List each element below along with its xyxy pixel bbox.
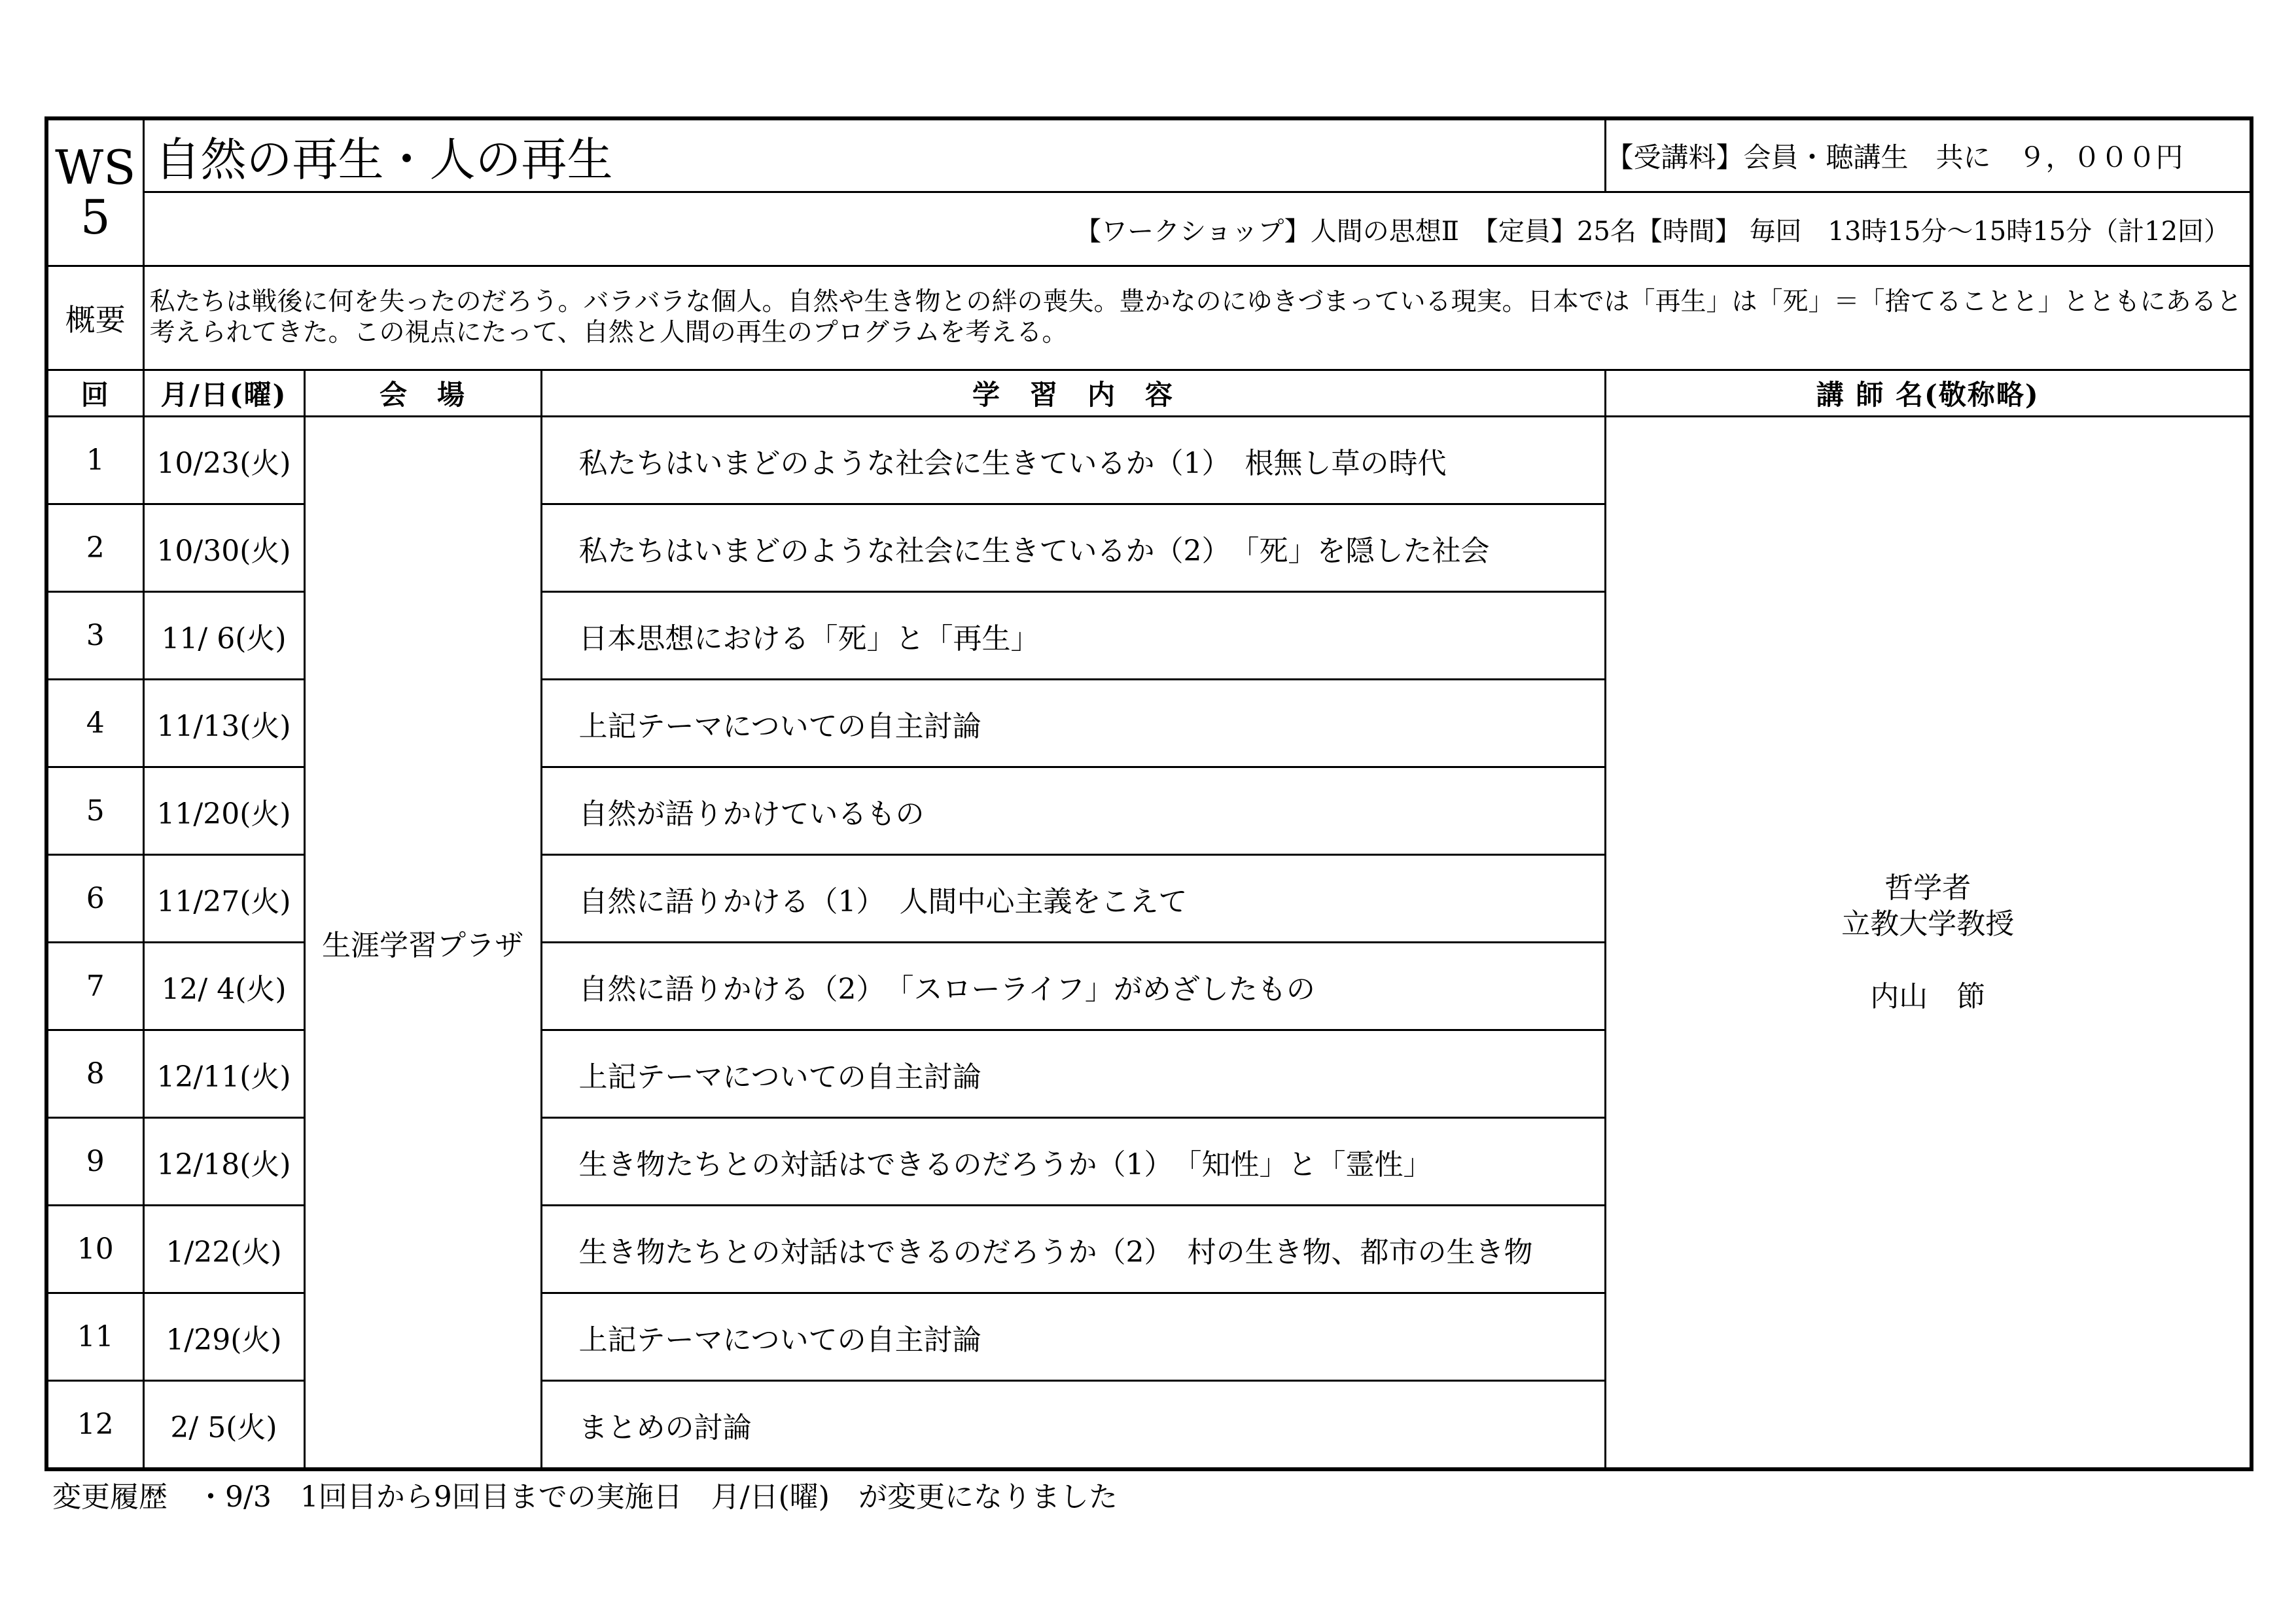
session-number: 1 <box>46 417 143 504</box>
session-number: 6 <box>46 855 143 943</box>
fee-text: 【受講料】会員・聴講生 共に ９，０００円 <box>1605 118 2252 192</box>
workshop-code-label: WS <box>55 139 136 195</box>
session-date: 12/11(火) <box>143 1030 304 1118</box>
col-header-content: 学 習 内 容 <box>541 370 1605 417</box>
session-date: 10/30(火) <box>143 504 304 592</box>
change-history: 変更履歴 ・9/3 1回目から9回目までの実施日 月/日(曜) が変更になりました <box>52 1480 1118 1514</box>
col-header-date: 月/日(曜) <box>143 370 304 417</box>
col-header-lecturer: 講 師 名(敬称略) <box>1605 370 2252 417</box>
lecturer-affiliation: 立教大学教授 <box>1841 907 2015 941</box>
session-number: 11 <box>46 1293 143 1381</box>
col-header-venue: 会 場 <box>304 370 541 417</box>
session-date: 12/18(火) <box>143 1118 304 1206</box>
course-title: 自然の再生・人の再生 <box>143 118 1605 192</box>
session-content: 上記テーマについての自主討論 <box>541 680 1605 767</box>
summary-row <box>46 266 2252 370</box>
session-number: 12 <box>46 1381 143 1470</box>
workshop-number: 5 <box>80 189 111 245</box>
session-date: 1/22(火) <box>143 1206 304 1293</box>
session-content: まとめの討論 <box>541 1381 1605 1470</box>
title-row <box>46 118 2252 192</box>
session-number: 9 <box>46 1118 143 1206</box>
session-number: 8 <box>46 1030 143 1118</box>
session-content: 自然に語りかける（1） 人間中心主義をこえて <box>541 855 1605 943</box>
col-header-no: 回 <box>46 370 143 417</box>
session-number: 2 <box>46 504 143 592</box>
session-content: 日本思想における「死」と「再生」 <box>541 592 1605 680</box>
venue-cell: 生涯学習プラザ <box>304 417 541 1470</box>
session-date: 10/23(火) <box>143 417 304 504</box>
session-content: 自然に語りかける（2） 「スローライフ」がめざしたもの <box>541 943 1605 1030</box>
session-date: 11/27(火) <box>143 855 304 943</box>
info-row <box>46 192 2252 266</box>
table-row <box>46 417 2252 504</box>
summary-label: 概要 <box>46 266 143 370</box>
lecturer-title: 哲学者 <box>1884 871 1971 905</box>
session-number: 10 <box>46 1206 143 1293</box>
session-date: 11/13(火) <box>143 680 304 767</box>
session-content: 生き物たちとの対話はできるのだろうか（1） 「知性」と「霊性」 <box>541 1118 1605 1206</box>
workshop-code <box>46 118 143 266</box>
session-content: 上記テーマについての自主討論 <box>541 1030 1605 1118</box>
session-content: 上記テーマについての自主討論 <box>541 1293 1605 1381</box>
course-info: 【ワークショップ】人間の思想Ⅱ 【定員】25名【時間】 毎回 13時15分～15時15分（計12回） <box>143 192 2252 266</box>
session-date: 2/ 5(火) <box>143 1381 304 1470</box>
session-content: 自然が語りかけているもの <box>541 767 1605 855</box>
session-content: 私たちはいまどのような社会に生きているか（1） 根無し草の時代 <box>541 417 1605 504</box>
column-header-row <box>46 370 2252 417</box>
session-number: 5 <box>46 767 143 855</box>
session-number: 3 <box>46 592 143 680</box>
lecturer-cell <box>1605 417 2252 1470</box>
session-number: 7 <box>46 943 143 1030</box>
session-number: 4 <box>46 680 143 767</box>
lecturer-name: 内山 節 <box>1870 980 1986 1013</box>
session-date: 11/ 6(火) <box>143 592 304 680</box>
summary-text: 私たちは戦後に何を失ったのだろう。バラバラな個人。自然や生き物との絆の喪失。豊かなのにゆきづまっている現実。日本では「再生」は「死」＝「捨てることと」とともにあると考えられてきた。この視点にたって、自然と人間の再生のプログラムを考える。 <box>143 266 2252 370</box>
course-sheet <box>44 116 2250 1471</box>
course-table <box>44 116 2253 1471</box>
session-content: 私たちはいまどのような社会に生きているか（2） 「死」を隠した社会 <box>541 504 1605 592</box>
session-date: 12/ 4(火) <box>143 943 304 1030</box>
session-date: 1/29(火) <box>143 1293 304 1381</box>
session-date: 11/20(火) <box>143 767 304 855</box>
session-content: 生き物たちとの対話はできるのだろうか（2） 村の生き物、都市の生き物 <box>541 1206 1605 1293</box>
